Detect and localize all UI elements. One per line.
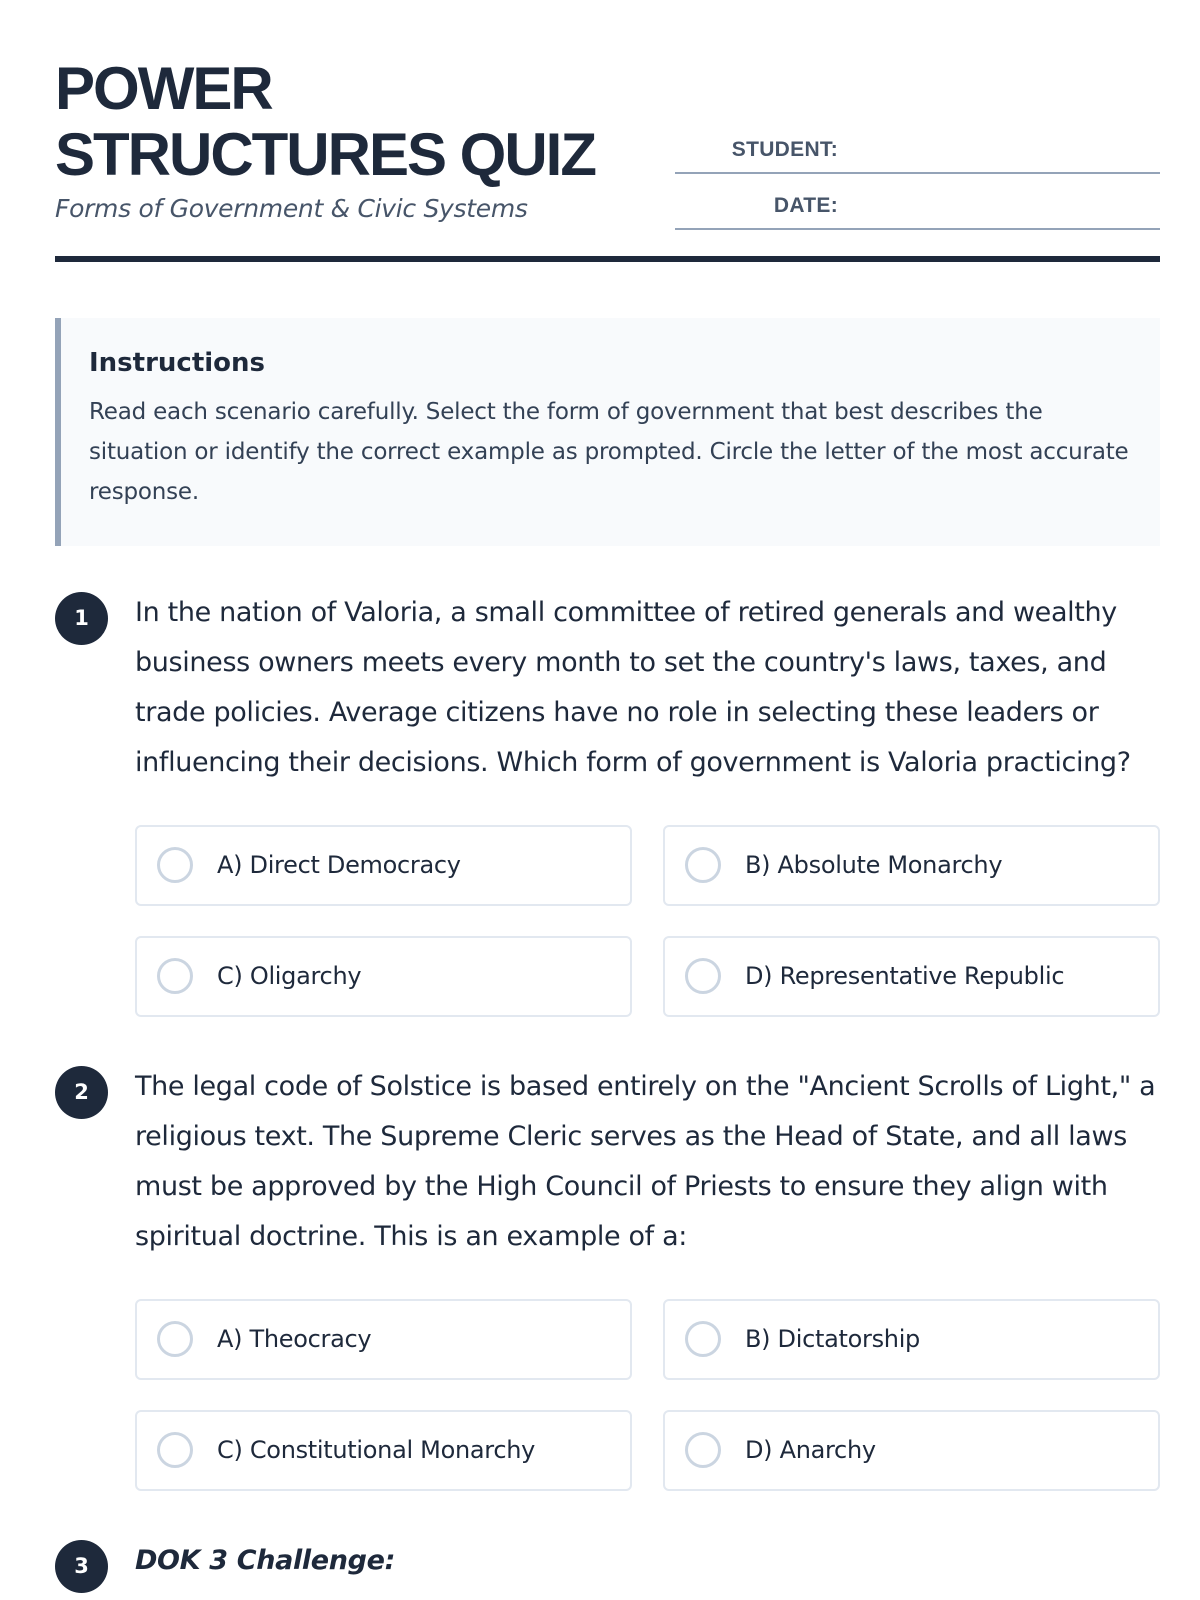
radio-circle-icon[interactable] — [685, 847, 721, 883]
quiz-title-line-1: POWER — [55, 55, 272, 122]
answer-option-a[interactable] — [135, 1299, 632, 1380]
answer-option-label: C) Constitutional Monarchy — [217, 1436, 536, 1464]
quiz-title — [55, 56, 655, 188]
answer-option-d[interactable] — [663, 936, 1160, 1017]
answer-option-b[interactable] — [663, 825, 1160, 906]
radio-circle-icon[interactable] — [685, 1432, 721, 1468]
answer-option-label: D) Representative Republic — [745, 962, 1065, 990]
question-number-badge: 1 — [55, 592, 108, 645]
quiz-page — [55, 0, 1160, 1578]
answer-option-label: C) Oligarchy — [217, 962, 362, 990]
answer-option-c[interactable] — [135, 936, 632, 1017]
instructions-body: Read each scenario carefully. Select the form of government that best describes the situation or identify the correct example as prompted. Circle the letter of the most accurate response. — [89, 399, 1129, 505]
date-field[interactable] — [675, 188, 1160, 230]
radio-circle-icon[interactable] — [157, 1432, 193, 1468]
quiz-subtitle: Forms of Government & Civic Systems — [55, 194, 528, 223]
instructions-box — [55, 318, 1160, 546]
question-number-badge: 3 — [55, 1540, 108, 1593]
radio-circle-icon[interactable] — [685, 958, 721, 994]
question-text: The legal code of Solstice is based entirely on the "Ancient Scrolls of Light," a religious text. The Supreme Cleric serves as the Head of State, and all laws must be approved by the High Council of Priests to ensure they align with spiritual doctrine. This is an example of a: — [135, 1071, 1156, 1252]
quiz-header — [55, 0, 1160, 262]
date-label: DATE: — [773, 194, 838, 217]
answer-option-label: A) Theocracy — [217, 1325, 372, 1353]
answer-option-label: D) Anarchy — [745, 1436, 876, 1464]
answer-option-label: A) Direct Democracy — [217, 851, 461, 879]
radio-circle-icon[interactable] — [157, 1321, 193, 1357]
radio-circle-icon[interactable] — [157, 958, 193, 994]
answer-option-label: B) Dictatorship — [745, 1325, 920, 1353]
answer-option-b[interactable] — [663, 1299, 1160, 1380]
instructions-heading: Instructions — [89, 348, 266, 378]
answer-option-a[interactable] — [135, 825, 632, 906]
header-divider — [55, 256, 1160, 262]
question-text: DOK 3 Challenge: — [135, 1545, 396, 1576]
quiz-title-line-2: STRUCTURES QUIZ — [55, 121, 595, 188]
answer-option-d[interactable] — [663, 1410, 1160, 1491]
answer-option-label: B) Absolute Monarchy — [745, 851, 1003, 879]
question-number-badge: 2 — [55, 1066, 108, 1119]
radio-circle-icon[interactable] — [157, 847, 193, 883]
student-name-field[interactable] — [675, 132, 1160, 174]
question-text: In the nation of Valoria, a small committee of retired generals and wealthy business owners meets every month to set the country's laws, taxes, and trade policies. Average citizens have no role in selecting these leaders or influencing their decisions. Which form of government is Valoria practicing? — [135, 597, 1131, 778]
radio-circle-icon[interactable] — [685, 1321, 721, 1357]
answer-option-c[interactable] — [135, 1410, 632, 1491]
student-label: STUDENT: — [731, 138, 838, 161]
